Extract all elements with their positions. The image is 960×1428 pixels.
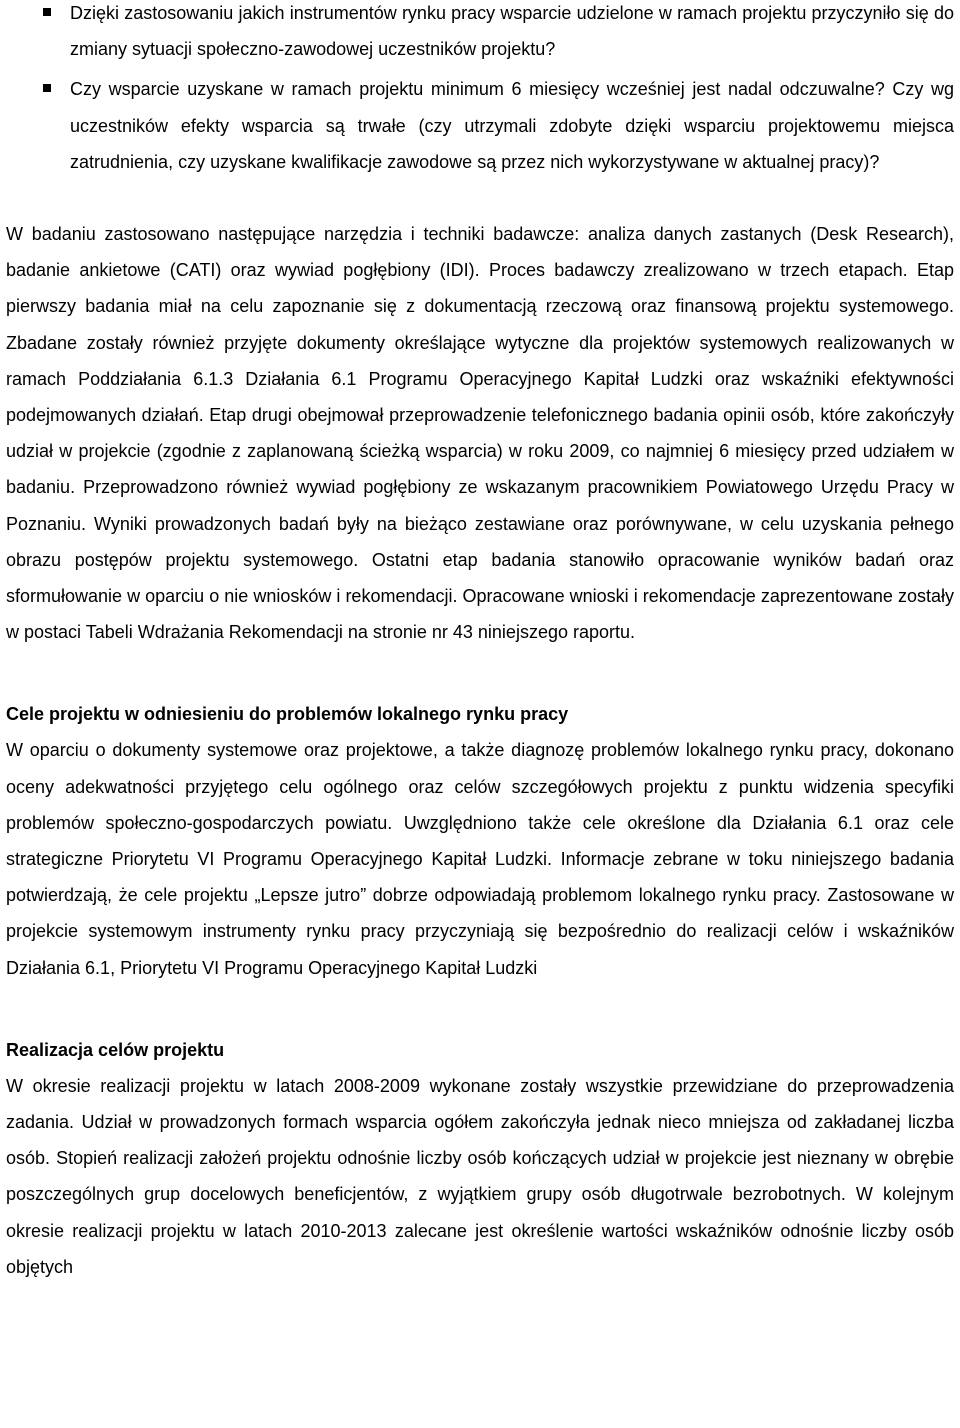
list-item — [6, 0, 954, 67]
list-item-text: Dzięki zastosowaniu jakich instrumentów rynku pracy wsparcie udzielone w ramach projektu przyczyniło się do zmiany sytuacji społeczno-zawodowej uczestników projektu? — [70, 3, 954, 60]
square-bullet-icon — [43, 84, 51, 92]
goals-paragraph: W oparciu o dokumenty systemowe oraz projektowe, a także diagnozę problemów lokalnego rynku pracy, dokonano oceny adekwatności przyjętego celu ogólnego oraz celów szczegółowych projektu z punktu widzenia specyfiki problemów społeczno-gospodarczych powiatu. Uwzględniono także cele określone dla Działania 6.1 oraz cele strategiczne Priorytetu VI Programu Operacyjnego Kapitał Ludzki. Informacje zebrane w toku niniejszego badania potwierdzają, że cele projektu „Lepsze jutro” dobrze odpowiadają problemom lokalnego rynku pracy. Zastosowane w projekcie systemowym instrumenty rynku pracy przyczyniają się bezpośrednio do realizacji celów i wskaźników Działania 6.1, Priorytetu VI Programu Operacyjnego Kapitał Ludzki — [6, 740, 954, 978]
list-item — [6, 71, 954, 180]
document-page — [6, 0, 954, 1285]
list-item-text: Czy wsparcie uzyskane w ramach projektu minimum 6 miesięcy wcześniej jest nadal odczuwalne? Czy wg uczestników efekty wsparcia są trwałe (czy utrzymali zdobyte dzięki wsparciu projektowemu miejsca zatrudnienia, czy uzyskane kwalifikacje zawodowe są przez nich wykorzystywane w aktualnej pracy)? — [70, 79, 954, 172]
methodology-paragraph: W badaniu zastosowano następujące narzędzia i techniki badawcze: analiza danych zastanych (Desk Research), badanie ankietowe (CATI) oraz wywiad pogłębiony (IDI). Proces badawczy zrealizowano w trzech etapach. Etap pierwszy badania miał na celu zapoznanie się z dokumentacją rzeczową oraz finansową projektu systemowego. Zbadane zostały również przyjęte dokumenty określające wytyczne dla projektów systemowych realizowanych w ramach Poddziałania 6.1.3 Działania 6.1 Programu Operacyjnego Kapitał Ludzki oraz wskaźniki efektywności podejmowanych działań. Etap drugi obejmował przeprowadzenie telefonicznego badania opinii osób, które zakończyły udział w projekcie (zgodnie z zaplanowaną ścieżką wsparcia) w roku 2009, co najmniej 6 miesięcy przed udziałem w badaniu. Przeprowadzono również wywiad pogłębiony ze wskazanym pracownikiem Powiatowego Urzędu Pracy w Poznaniu. Wyniki prowadzonych badań były na bieżąco zestawiane oraz porównywane, w celu uzyskania pełnego obrazu postępów projektu systemowego. Ostatni etap badania stanowiło opracowanie wyników badań oraz sformułowanie w oparciu o nie wniosków i rekomendacji. Opracowane wnioski i rekomendacje zaprezentowane zostały w postaci Tabeli Wdrażania Rekomendacji na stronie nr 43 niniejszego raportu. — [6, 224, 954, 643]
research-questions-list — [6, 0, 954, 180]
section-heading-realization: Realizacja celów projektu — [6, 1039, 225, 1060]
square-bullet-icon — [43, 8, 51, 16]
realization-paragraph: W okresie realizacji projektu w latach 2008-2009 wykonane zostały wszystkie przewidziane do przeprowadzenia zadania. Udział w prowadzonych formach wsparcia ogółem zakończyła jednak nieco mniejsza od zakładanej liczba osób. Stopień realizacji założeń projektu odnośnie liczby osób kończących udział w projekcie jest nieznany w obrębie poszczególnych grup docelowych beneficjentów, z wyjątkiem grupy osób długotrwale bezrobotnych. W kolejnym okresie realizacji projektu w latach 2010-2013 zalecane jest określenie wartości wskaźników odnośnie liczby osób objętych — [6, 1075, 954, 1277]
section-heading-goals: Cele projektu w odniesieniu do problemów lokalnego rynku pracy — [6, 704, 569, 725]
